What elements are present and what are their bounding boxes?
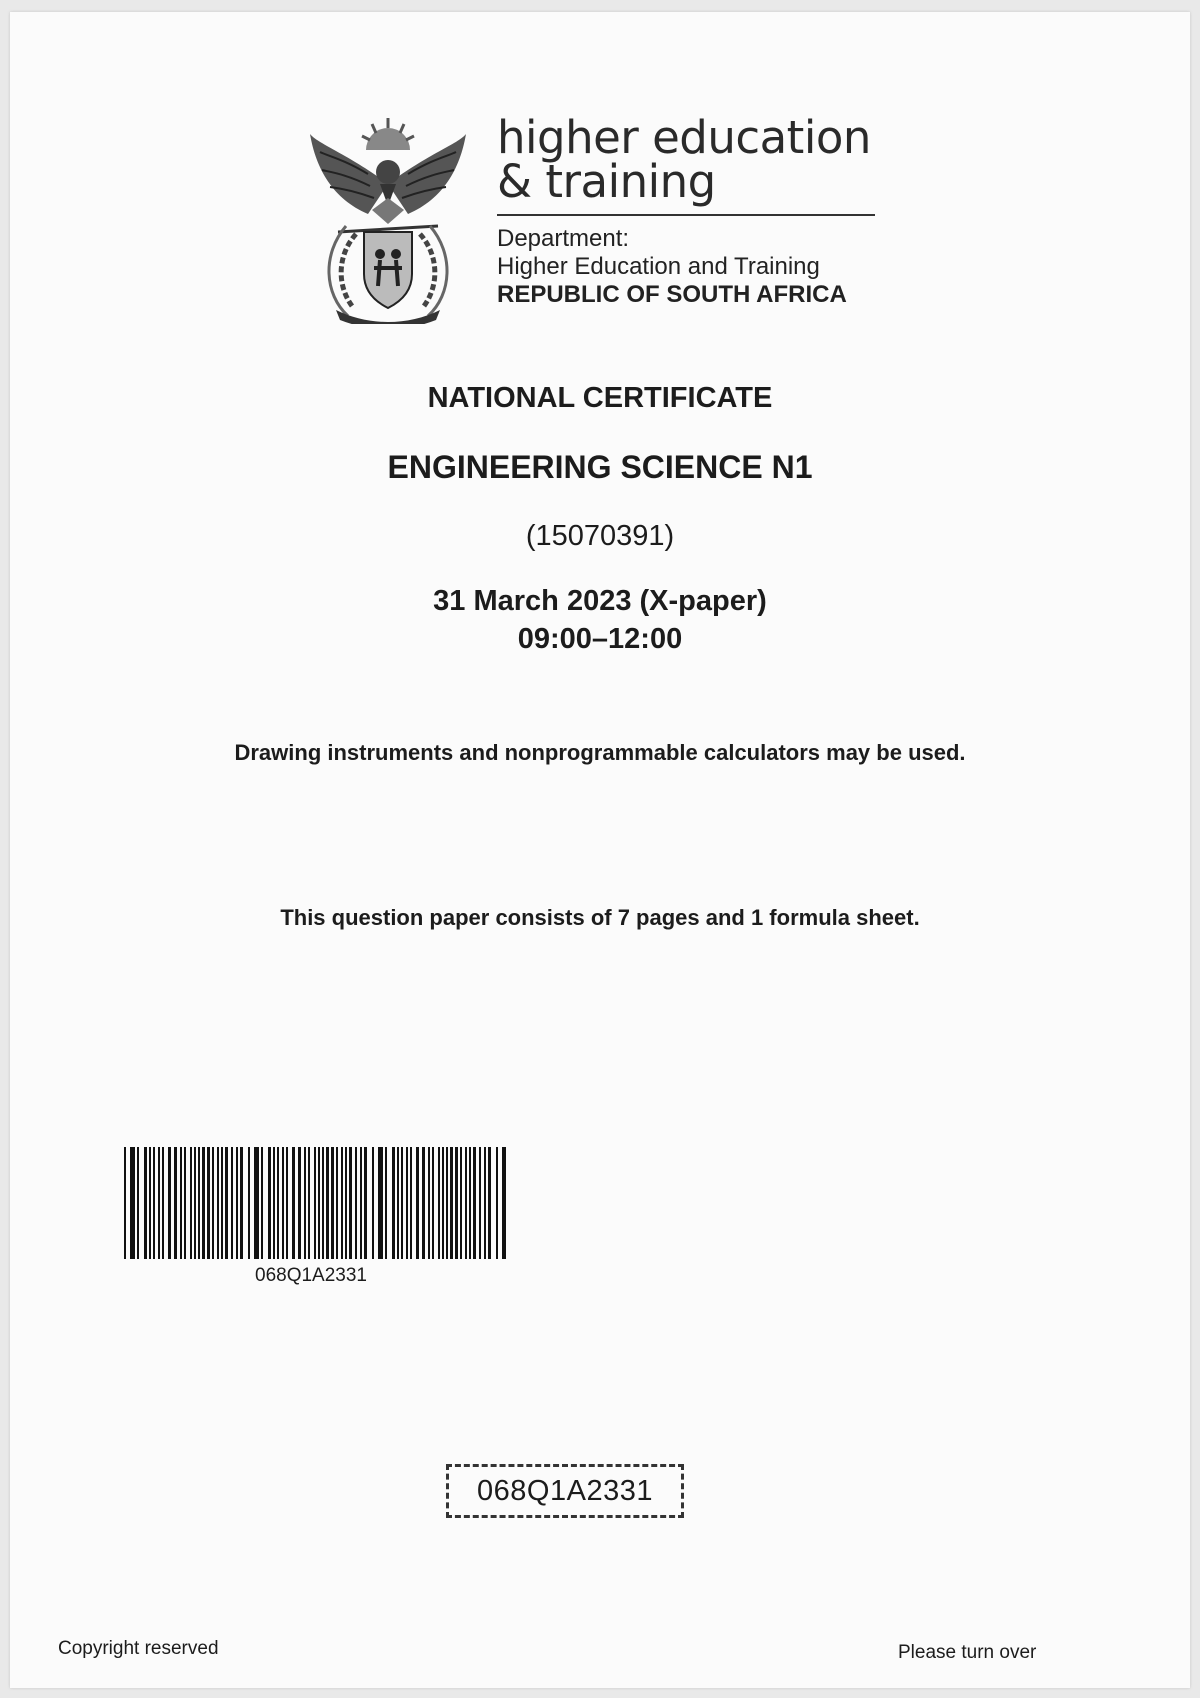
barcode-bar xyxy=(168,1147,171,1259)
barcode-bar xyxy=(153,1147,155,1259)
barcode-bar xyxy=(360,1147,362,1259)
barcode-bar xyxy=(385,1147,387,1259)
barcode-bar xyxy=(184,1147,186,1259)
barcode-bar xyxy=(236,1147,238,1259)
barcode-bar xyxy=(248,1147,250,1259)
exam-date: 31 March 2023 (X-paper) xyxy=(433,585,767,617)
brand-line-2: & training xyxy=(497,155,716,208)
barcode-bar xyxy=(137,1147,139,1259)
barcode-bar xyxy=(372,1147,374,1259)
barcode-bar xyxy=(336,1147,338,1259)
subject-code: (15070391) xyxy=(525,520,675,552)
barcode-bar xyxy=(465,1147,467,1259)
barcode-bar xyxy=(479,1147,481,1259)
barcode-bar xyxy=(401,1147,403,1259)
barcode-bar xyxy=(158,1147,160,1259)
barcode-bar xyxy=(364,1147,367,1259)
barcode-bar xyxy=(240,1147,243,1259)
barcode-bar xyxy=(144,1147,147,1259)
barcode-bar xyxy=(217,1147,219,1259)
barcode-bar xyxy=(355,1147,357,1259)
barcode-bar xyxy=(304,1147,306,1259)
barcode-bar xyxy=(277,1147,279,1259)
barcode-bar xyxy=(314,1147,316,1259)
barcode-bar xyxy=(149,1147,151,1259)
barcode-bar xyxy=(428,1147,430,1259)
barcode-bar xyxy=(308,1147,310,1259)
barcode-bar xyxy=(406,1147,408,1259)
certificate-title: NATIONAL CERTIFICATE xyxy=(427,382,773,414)
barcode-bar xyxy=(392,1147,395,1259)
barcode-bar xyxy=(202,1147,205,1259)
barcode-bar xyxy=(298,1147,301,1259)
barcode-bar xyxy=(397,1147,399,1259)
barcode-bar xyxy=(180,1147,182,1259)
barcode-bar xyxy=(174,1147,177,1259)
barcode-bar xyxy=(273,1147,275,1259)
barcode-bar xyxy=(416,1147,419,1259)
barcode-bar xyxy=(194,1147,196,1259)
barcode-bar xyxy=(130,1147,135,1259)
barcode-bar xyxy=(488,1147,491,1259)
barcode-bar xyxy=(231,1147,233,1259)
barcode-text: 068Q1A2331 xyxy=(255,1265,367,1286)
exam-cover-page xyxy=(10,12,1190,1688)
department-brand xyxy=(497,111,877,309)
brand-divider xyxy=(497,214,875,216)
barcode-bar xyxy=(378,1147,383,1259)
barcode-bar xyxy=(331,1147,334,1259)
barcode-bar xyxy=(292,1147,295,1259)
barcode-bar xyxy=(432,1147,434,1259)
barcode-bar xyxy=(225,1147,228,1259)
instruments-note: Drawing instruments and nonprogrammable calculators may be used. xyxy=(234,740,966,765)
barcode-bar xyxy=(455,1147,458,1259)
barcode-bar xyxy=(124,1147,126,1259)
barcode-bar xyxy=(446,1147,448,1259)
paper-code: 068Q1A2331 xyxy=(477,1474,653,1507)
barcode-bar xyxy=(221,1147,223,1259)
coat-of-arms-icon xyxy=(308,114,468,324)
exam-time: 09:00–12:00 xyxy=(517,623,683,655)
department-label: Department: xyxy=(497,225,630,252)
barcode-bar xyxy=(318,1147,320,1259)
paper-code-stamp xyxy=(446,1464,684,1518)
barcode-bar xyxy=(207,1147,210,1259)
barcode-bar xyxy=(438,1147,440,1259)
barcode-bar xyxy=(496,1147,498,1259)
barcode-bar xyxy=(345,1147,347,1259)
barcode-bar xyxy=(212,1147,214,1259)
department-block xyxy=(497,225,877,309)
turn-over-footer: Please turn over xyxy=(898,1642,1037,1663)
country-name: REPUBLIC OF SOUTH AFRICA xyxy=(497,281,847,308)
barcode xyxy=(124,1147,506,1259)
barcode-bar xyxy=(286,1147,288,1259)
barcode-bar xyxy=(162,1147,164,1259)
barcode-bar xyxy=(282,1147,284,1259)
barcode-bar xyxy=(450,1147,453,1259)
barcode-bar xyxy=(502,1147,506,1259)
barcode-bar xyxy=(254,1147,259,1259)
barcode-bar xyxy=(484,1147,486,1259)
barcode-bar xyxy=(442,1147,444,1259)
barcode-bar xyxy=(341,1147,343,1259)
pages-note: This question paper consists of 7 pages and 1 formula sheet. xyxy=(280,905,920,930)
barcode-bar xyxy=(190,1147,192,1259)
barcode-bar xyxy=(198,1147,200,1259)
barcode-bar xyxy=(473,1147,476,1259)
barcode-bar xyxy=(460,1147,462,1259)
barcode-bar xyxy=(268,1147,271,1259)
barcode-bar xyxy=(349,1147,352,1259)
brand-line-1: higher education xyxy=(497,111,871,164)
barcode-bar xyxy=(410,1147,412,1259)
barcode-bar xyxy=(469,1147,471,1259)
barcode-bar xyxy=(326,1147,329,1259)
department-name: Higher Education and Training xyxy=(497,253,820,280)
exam-date-block xyxy=(10,582,1190,658)
barcode-bar xyxy=(422,1147,425,1259)
barcode-bar xyxy=(322,1147,324,1259)
barcode-bar xyxy=(261,1147,263,1259)
subject-title: ENGINEERING SCIENCE N1 xyxy=(387,449,813,485)
copyright-footer: Copyright reserved xyxy=(58,1638,219,1659)
